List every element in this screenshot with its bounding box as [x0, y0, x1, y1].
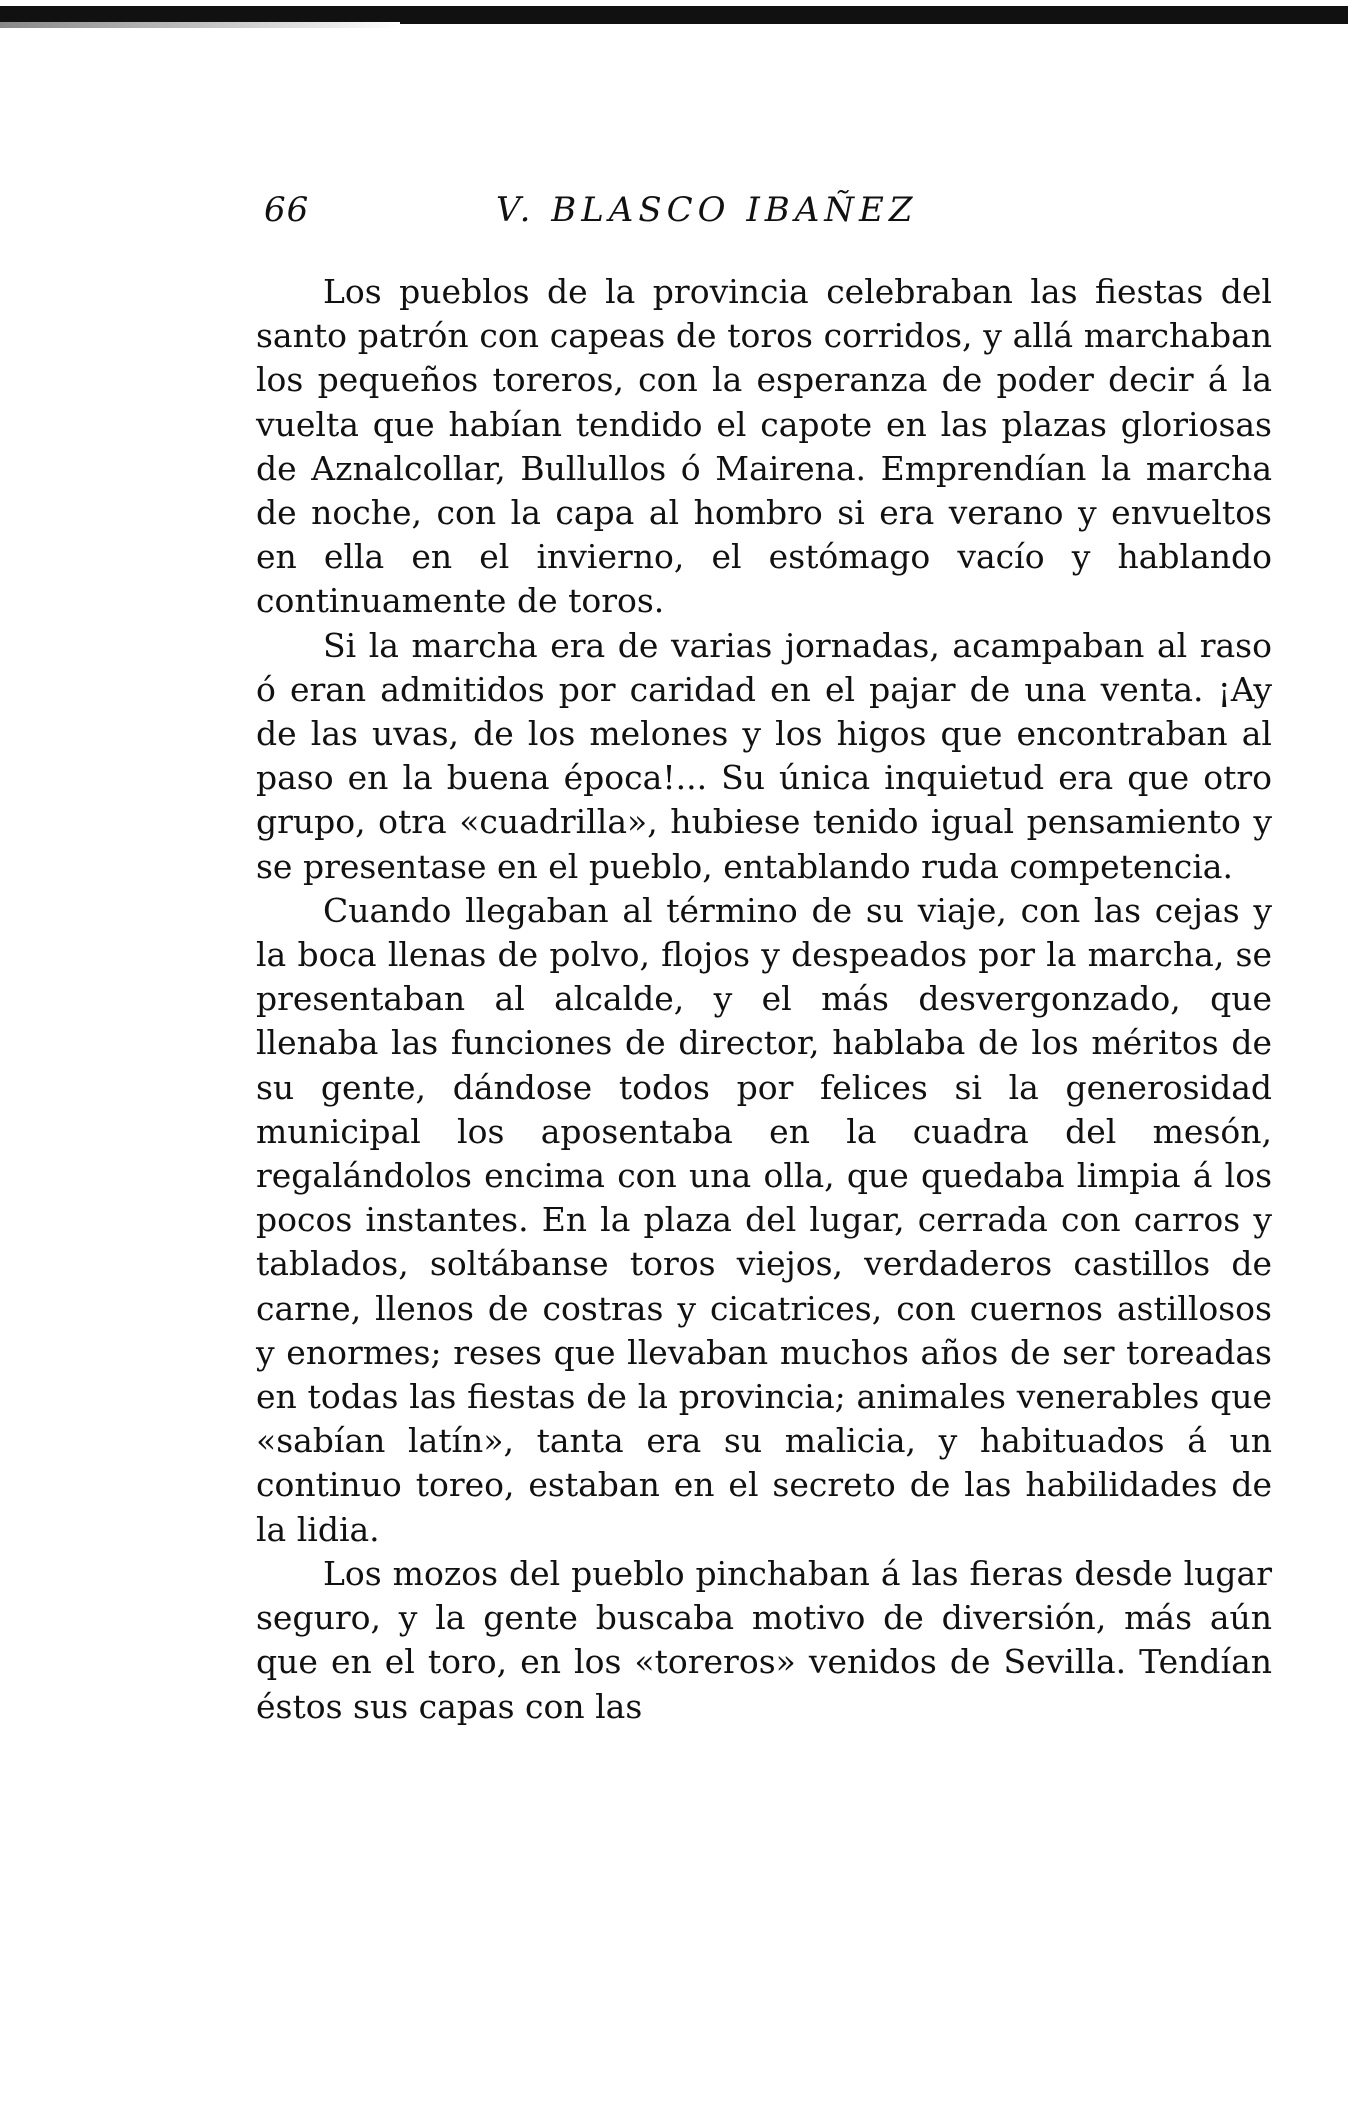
- top-border-fade: [0, 22, 400, 28]
- running-head: V. BLASCO IBAÑEZ: [496, 190, 918, 230]
- paragraph: Los mozos del pueblo pinchaban á las fieras desde lugar seguro, y la gente buscaba motivo de diversión, más aún que en el toro, en los «toreros» venidos de Sevilla. Tendían éstos sus capas con las: [256, 1553, 1272, 1726]
- page-header: [256, 190, 1272, 250]
- body-text: [256, 270, 1272, 1729]
- paragraph: Si la marcha era de varias jornadas, acampaban al raso ó eran admitidos por caridad en el pajar de una venta. ¡Ay de las uvas, de los melones y los higos que encontraban al paso en la buena época!... Su única inquietud era que otro grupo, otra «cuadrilla», hubiese tenido igual pensamiento y se presentase en el pueblo, entablando ruda competencia.: [256, 625, 1272, 886]
- paragraph: Los pueblos de la provincia celebraban las fiestas del santo patrón con capeas de toros corridos, y allá marchaban los pequeños toreros, con la esperanza de poder decir á la vuelta que habían tendido el capote en las plazas gloriosas de Aznalcollar, Bullullos ó Mairena. Emprendían la marcha de noche, con la capa al hombro si era verano y envueltos en ella en el invierno, el estómago vacío y hablando continuamente de toros.: [256, 272, 1272, 621]
- paragraph: Cuando llegaban al término de su viaje, con las cejas y la boca llenas de polvo, flojos y despeados por la marcha, se presentaban al alcalde, y el más desvergonzado, que llenaba las funciones de director, hablaba de los méritos de su gente, dándose todos por felices si la generosidad municipal los aposentaba en la cuadra del mesón, regalándolos encima con una olla, que quedaba limpia á los pocos instantes. En la plaza del lugar, cerrada con carros y tablados, soltábanse toros viejos, verdaderos castillos de carne, llenos de costras y cicatrices, con cuernos astillosos y enormes; reses que llevaban muchos años de ser toreadas en todas las fiestas de la provincia; animales venerables que «sabían latín», tanta era su malicia, y habituados á un continuo toreo, estaban en el secreto de las habilidades de la lidia.: [256, 890, 1272, 1549]
- page-number: 66: [264, 190, 310, 230]
